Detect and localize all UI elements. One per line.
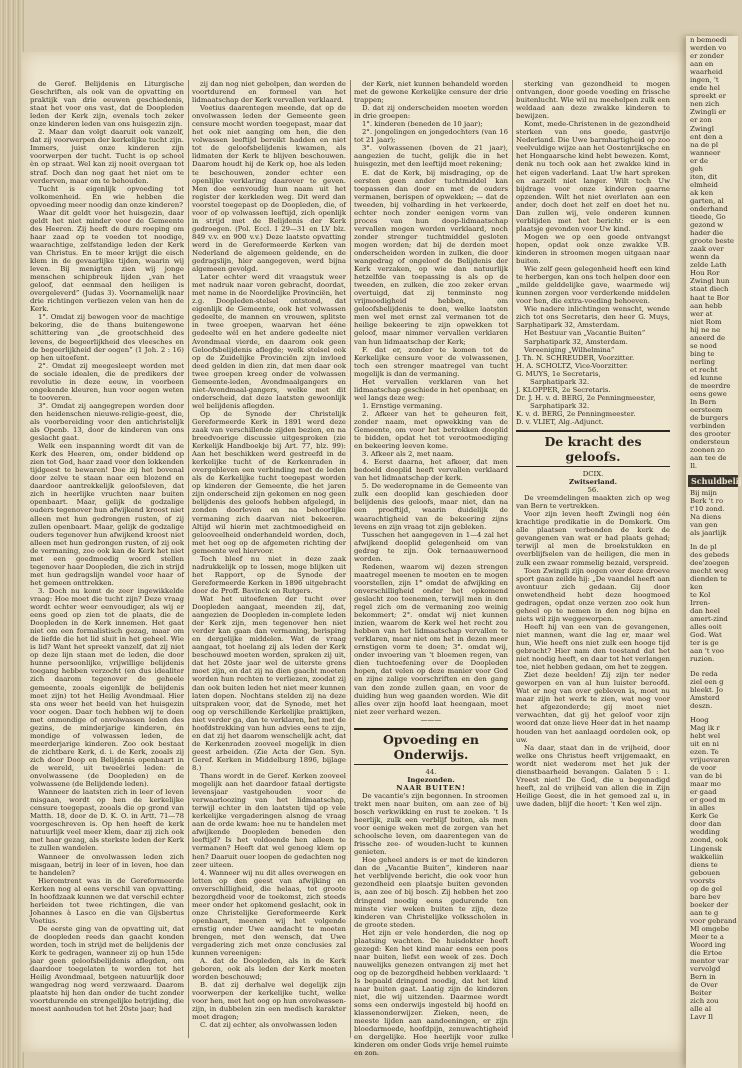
next-page-fragments — [686, 543, 738, 664]
paragraph: 1°. Omdat zij bewogen voor de machtige bekoring, die de thans buitengewone schittering van „de grootschheid des levens, de begeerlijkheid des vleesches en de begeerlijkheid der oogen” (1 Joh. 2 : 16) op hen uitoefent. — [30, 313, 184, 362]
text-fragment: ondersteun — [690, 438, 730, 447]
paragraph: zij dan nog niet gebolpen, dan werden de voortdurend en formeel van het lidmaatschap der Kerk vervallen verklaard. — [192, 80, 346, 105]
column-3-text — [354, 80, 508, 716]
text-fragment: alle al — [690, 1005, 712, 1014]
text-fragment: gezond w — [690, 221, 724, 230]
text-fragment: er zonder — [690, 52, 724, 61]
column-rule — [188, 80, 189, 1038]
paragraph: Voor zijn leven heeft Zwingli nog één krachtige predikatie in de Domkerk. Om alle plaatsen verbonden de kerk de gevangenen van wat er had plaats gehad; terwijl al men de broekstukken en overblijfselen van de heiligen, die men in zulk een zwaar rommelig bezaid, verspreid. — [516, 510, 670, 567]
text-fragment: In Bern — [690, 398, 717, 407]
paragraph: Tucht is eigenlijk opvoeding tot volkomenheid. En wie hebben die opvoeding meer noodig dan onze kinderen? — [30, 184, 184, 209]
article-number: 44. — [425, 767, 437, 776]
paragraph: Welk een inspanning wordt dit van de Kerk des Heeren, om, onder biddend op zien tot God, haar zaad voor den lokkenden tijdgeest te bewaren! Doe zij het bovenal door zelve te staan naar een blozend en daardoor aantrekkelijk geloofsleven, dat zich in heerlijke vruchten naar buiten openbaart. Maar, gelijk de godzalige ouders tegenover hun afwijkend kroost niet alleen met hun gedrongen rusten, of zij zullen openbaart. Maar, gelijk de godzalige ouders tegenover hun afwijkend kroost niet alleen met hun gedrongen rusten, of zij ook de vermaning, zoo ook kan de Kerk het niet met een goedmoedig woord stellen tegenover haar Doopleden, die zich in strijd met hun gedragslijn wandel voor haar of het gemeen onttrekken. — [30, 442, 184, 587]
paragraph: 2. Afkeer van het te geheuren feit, zonder naam, met opwekking van de Gemeente, om voor het betrokken dooplid te bidden, opdat het tot verootmoediging en bekeering leeven kome. — [354, 409, 508, 451]
paragraph: Het Bestuur van „Vacantie Buiten” — [524, 329, 646, 338]
paragraph: Later echter werd dit vraagstuk weer met nadruk naar voren gebracht, doordat, met name in de Noordelijke Provinciën, het z.g. Doopleden-stelsel ontstond, dat eigenlijk de Gemeente, ook het volwassen gedeelte, de mannen en vrouwen, splitste in twee groepen, waarvan het ééne gedeelte wél en het andere gedeelte niet Avondmaal vierde, en daarom ook geen Geloofsbelijdenis aflegde; welk stelsel ook op de Zuidelijke Provinciën zijn invloed deed gelden in dien zin, dat men daar ook twee groepen kreeg onder de volwassen Gemeente-leden, Avondmaalgangers en niet-Avondmaal-gangers, welke met dit onderscheid, dat deze laatsten gewoonlijk wel belijdenis aflegden. — [192, 273, 346, 410]
text-fragment: er de — [690, 156, 709, 165]
text-fragment: In de pl — [690, 542, 717, 551]
paragraph: Thans wordt in de Geref. Kerken zooveel mogelijk aan het daardoor fataal dertigste levensjaar vastgehouden voor de verwaarloozing van het lidmaatschap, terwijl echter in den laatsten tijd op vele kerkelijke vergaderingen alsnog de vraag aan de orde kwam: hoe nu te handelen met afwijkende Doopleden beneden den leeftijd? Is het voldoende hen alleen te vermanen? Heeft dat wel genoeg klem op hen? Daaruit ouer loopen de gedachten nog zeer uiteen. — [192, 772, 346, 869]
column-3 — [354, 80, 508, 1058]
text-fragment: werden vo — [690, 44, 727, 53]
article-subnumber: 56. — [587, 486, 599, 495]
text-fragment: aan tee de — [690, 454, 727, 463]
text-fragment: Zwingl — [690, 124, 714, 133]
text-fragment: ende hel — [690, 84, 720, 93]
text-fragment: haat te Bor — [690, 293, 730, 302]
board-member: Sarphatipark 32. — [530, 377, 590, 386]
column-4 — [516, 80, 670, 1040]
text-fragment: des gebeds — [690, 550, 730, 559]
text-fragment: zaak over — [690, 245, 724, 254]
next-page-fragments — [686, 716, 738, 1022]
text-fragment: garten, al — [690, 196, 724, 205]
text-fragment: iten, dit — [690, 172, 718, 181]
paragraph: A. dat de Doopleden, als in de Kerk geboren, ook als leden der Kerk moeten worden beschouwd; — [192, 957, 346, 982]
text-fragment: zelde Lath — [690, 261, 727, 270]
article-number: DCIX. — [582, 470, 604, 479]
text-fragment: ezen. Te — [690, 747, 719, 756]
paragraph: Redenen, waarom wij dezen strengen maatregel meenen te moeten en te mogen voorstellen, zijn 1° omdat de afwijking en onverschilligheid onder het opkomend geslacht zoo toenemen, terwijl men in den regel zich om de vermaning zoo weinig bekommert; 2°. omdat wij niet kunnen inzien, waarom de Kerk wel het recht zou hebben van het lidmaatschap vervallen te verklaren, maar niet om het in dezen meer ernstigen vorm te doen; 3°. omdat wij, onder invoering van 't bloemen regen, van dien tuchtoefening over de Doopleden hopen, dat velen op deze manier voor God en zijne zalige voorschriften en den gang van den zonde zullen gaan, en voor de duiding hun weg gaanden worden. Wie dit alles over zijn hoofd laat heengaan, moet niet zeer verhard wezen. — [354, 562, 508, 716]
text-fragment: zich zou — [690, 997, 719, 1006]
text-fragment: er zon — [690, 116, 712, 125]
text-fragment: ziel een g — [690, 677, 724, 686]
text-fragment: hader die — [690, 229, 724, 238]
text-fragment: als jaarlijk — [690, 528, 727, 537]
text-fragment: niet Rom — [690, 317, 722, 326]
paragraph: Vereeniging „Wilhelmina” — [524, 345, 615, 354]
text-fragment: na de pl — [690, 140, 719, 149]
text-fragment: waarheid — [690, 68, 723, 77]
paragraph: 1. Ernstige vermaning. — [362, 401, 443, 410]
stacked-page-edges — [0, 0, 24, 1068]
board-member: D. v. VLIET, Alg.-Adjunct. — [516, 417, 604, 426]
paragraph: De vreemdelingen maakten zich op weg van Bern te vertrekken. — [516, 494, 670, 511]
text-fragment: staat diech — [690, 285, 729, 294]
text-fragment: Meer te a — [690, 933, 724, 942]
paragraph: Waar dit geldt voor het huisgezin, daar geldt het niet minder voor de Gemeente des Heeren. Zij heeft de dure roeping om haar zaad op te voeden tot noodige, waarachtige, zelfstandige leden der Kerk van Christus. En te meer krijgt die eisch klem in de gevaarlijke tijden, waarin wij leven. Bij menigten zien wij jonge menschen schipbreuk lijden „van het geloof, dat eenmaal den heiligen is overgeleverd” (Judas 3). Voornamelijk naar drie richtingen verliezen velen van hen de Kerk. — [30, 208, 184, 314]
text-fragment: de burgers — [690, 414, 729, 423]
text-fragment: maar mo — [690, 780, 721, 789]
section-title-kracht: De kracht des geloofs. — [516, 430, 670, 467]
text-fragment: ken — [690, 583, 703, 592]
text-fragment: Bij mijn — [690, 488, 717, 497]
text-fragment: t'10 zond. — [690, 504, 725, 513]
separator: ——— — [420, 715, 442, 724]
text-fragment: Kerk Ge — [690, 812, 719, 821]
text-fragment: er goed m — [690, 796, 726, 805]
paragraph: Hoe geheel anders is er met de kinderen dan de „Vacantie Buiten”, kinderen naar het verblijvende bericht, die ook voor hun gezondheid een plaatsje buiten gevonden is, aan zee of bij bosch. Zij hebben het zoo dringend noodig eens gedurende ten minste vier weken buiten te zijn, deze kinderen van Christelijke volksscholen in de groote steden. — [354, 856, 508, 929]
text-fragment: onderhand — [690, 204, 728, 213]
paragraph: Sarphatipark 32, Amsterdam. — [524, 337, 628, 346]
column-rule — [350, 80, 351, 1038]
text-fragment: nerling — [690, 357, 716, 366]
text-fragment: alles ooit — [690, 623, 722, 632]
paragraph: E. dat de Kerk, bij misdraging, op de eersten geen ander tuchtmiddel kan toepassen dan door en met de ouders vermanen, berispen of opwekken; — dat de tweeden, bij volharding in het verkeerde, echter noch zonder eenigen vorm van proces van hun doop-lidmaatschap vervallen mogen worden verklaard, noch zonder strenger tuchtmiddel gesloten mogen worden; dat bij de derden moet onderscheiden worden in zulken, die door wangedrag of ongeloof de Belijdenis der Kerk verzaken, op wie dan natuurlijk hetzelfde van toepassing is als op de tweeden, en zulken, die zoo zeker ervan overtuigd, dat zij tenminste nog vrijmoedigheid hebben, om geloofsbelijdenis te doen, welke laatsten men wel met ernst zal vermanen tot de heilige bekeering te zijn opwekken tot geloof, maar nimmer vervallen verklaren van hun lidmaatschap der Kerk; — [354, 168, 508, 346]
text-fragment: tieede, Go — [690, 213, 726, 222]
text-fragment: op de gel — [690, 884, 723, 893]
text-fragment: wanneer — [690, 148, 721, 157]
text-fragment: Amsterd — [690, 693, 720, 702]
paragraph: Hieromtrent was in de Gereformeerde Kerken nog al eens verschil van opvatting. In hoofdzaak kunnen we dat verschil echter herleiden tot twee richtingen, die van Johannes à Lasco en die van Gijsbertus Voetius. — [30, 876, 184, 925]
text-fragment: God. Wat — [690, 631, 722, 640]
paragraph: Tusschen het aangegeven in 1—4 zal het afwijkend dooplid gelegenheid om van gedrag te zijn. Ook ternaauwernood worden. — [354, 530, 508, 563]
paragraph: sterking van gezondheid te mogen ontvangen, door goede voeding en frissche buitenlucht. Wie wil nu meehelpen zulk een weldaad aan deze zwakke kinderen te bewijzen. — [516, 80, 670, 121]
paragraph: De vacantie's zijn begonnen. In stroomen trekt men naar buiten, om aan zee of bij bosch verkwikking en rust te zoeken. 't Is heerlijk, zulk een verblijf buiten, als men voor eenige weken met de zorgen van het schoolsche leven, om daarentegen van de frissche zee- of wouden-lucht te kunnen genieten. — [354, 791, 508, 857]
text-fragment: Berk 't ro — [690, 496, 724, 505]
paragraph: Voetius daarentegen meende, dat op de onvolwassen leden der Gemeente geen censure mocht worden toegepast, maar dat het ook niet aanging om hen, die den volwassen leeftijd bereikt hadden en niet tot de geloofsbelijdenis kwamen, als lidmaten der Kerk te blijven beschouwen. Daarom houdt hij de Kerk op, hoe als leden te beschouwen, zonder echter een openlijke verklaring daarover te geven. Men doe eenvoudig hun naam uit het register der kerkleden weg. Dit werd dan voorstel toegepast op de Doopleden, die, of voor of op volwassen leeftijd, zich openlijk in strijd met de Belijdenis der Kerk gedroegen. (Pol. Eccl. I 29—31 en LV blz. 849 v.v. en 900 v.v.) Deze laatste opvatting werd in de Gereformeerde Kerken van Nederland de algemeen geldende, en de gedragslijn, hier aangegeven, werd bijna algemeen gevolgd. — [192, 104, 346, 274]
overlapping-next-page — [686, 36, 742, 1068]
column-2 — [192, 80, 346, 1040]
text-fragment: verbinden — [690, 422, 726, 431]
paragraph: Heeft hij van een van de gevangenen, niet mannen, want die lag er, maar wel hun, Wie heeft ons niet zulk een hooge tijd gebracht? Hier nam den toestand dat het niet noodig heeft, en daar tot het verlangen toe, niet hebben gedaan, om het te zeggen. — [516, 622, 670, 672]
text-fragment: geh — [690, 164, 703, 173]
section-title-opvoeding: Opvoeding en Onderwijs. — [354, 728, 508, 765]
text-fragment: Il. — [690, 462, 698, 471]
paragraph: C. dat zij echter, als onvolwassen leden — [200, 1021, 338, 1030]
text-fragment: aan 't voo — [690, 647, 724, 656]
text-fragment: aan hebb — [690, 301, 723, 310]
paragraph: 4. Eerst daarna, het afkeer, dat men bedoeld dooplid heeft vervallen verklaard van het lidmaatschap der kerk. — [354, 458, 508, 483]
column-4-text — [516, 80, 670, 354]
text-fragment: Mag ik r — [690, 723, 720, 732]
article-body-naar-buiten — [354, 792, 508, 1058]
paragraph: Mogen we op een goede ontvangst hopen, opdat ook onze zwakke V.B. kinderen in stroomen mogen uitgaan naar buiten. — [516, 232, 670, 266]
text-fragment: elmheid — [690, 180, 718, 189]
column-rule — [512, 80, 513, 1038]
text-fragment: de meerdre — [690, 382, 731, 391]
board-member: J. KLOPPER, 2e Secretaris. — [516, 385, 611, 394]
text-fragment: ak ken — [690, 188, 714, 197]
paragraph: F. dat er, zonder te komen tot de Kerkelijke censure voor de volwassenen, toch een strenger maatregel van tucht mogelijk is dan de vermaning. — [354, 345, 508, 378]
text-fragment: Irren- — [690, 599, 711, 608]
text-fragment: die Ertoe — [690, 949, 723, 958]
paragraph: Het vervallen verklaren van het lidmaatschap geschiede in het openbaar, en wel langs deze weg: — [354, 377, 508, 402]
text-fragment: mecht weg — [690, 566, 729, 575]
text-fragment: Lingensk — [690, 844, 722, 853]
text-fragment: voor gebrand — [690, 916, 737, 925]
text-fragment: Zwingl hun — [690, 277, 730, 286]
board-members-list — [516, 354, 670, 426]
paragraph: Komt, mede-Christenen in de gezondheid sterken van ons goede, gastvrije Nederland. Die Uwe barmhartigheid op zoo veelvuldige wijze aan het Oostenrijksche en het Hongaarsche kind hebt bewezen. Komt, denk nu toch ook aan het zwakke kind in het eigen vaderland. Laat Uw hart spreken en aarzelt niet langer. Wilt toch Uw bijdrage voor onze kinderen gaarne opzenden. Wilt het niet overlaten aan een ander, doch doet het zelf en doet het nu. Dan zullen wij, vele onderen kunnen verblijden met het bericht: er is een plaatsje gevonden voor Uw kind. — [516, 120, 670, 233]
paragraph: 5. De wederopname in de Gemeente van zulk een dooplid kan geschieden door belijdenis des geloofs, maar niet, dan na een proeftijd, waarin duidelijk de waarachtigheid van de bekeering zijns levens en zijn vraag tot zijn gebleken. — [354, 482, 508, 531]
text-fragment: se nood — [690, 341, 717, 350]
text-fragment: aan te g — [690, 908, 719, 917]
text-fragment: De reda — [690, 669, 718, 678]
text-fragment: wedding — [690, 828, 720, 837]
article-subtitle: Zwitserland. — [569, 478, 617, 487]
text-fragment: des grooter — [690, 430, 731, 439]
text-fragment: diens te — [690, 860, 718, 869]
text-fragment: ter is ge — [690, 639, 719, 648]
text-fragment: bare bev — [690, 892, 721, 901]
paragraph: 1°. kinderen (beneden de 10 jaar); — [362, 120, 483, 129]
paragraph: Wanneer de onvolwassen leden zich misgaan, betrij in leer of in leven, hoe dan te handelen? — [30, 852, 184, 877]
text-fragment: de Over — [690, 981, 718, 990]
text-fragment: Ml omgebe — [690, 924, 730, 933]
text-fragment: vrijuevaren — [690, 755, 730, 764]
text-fragment: Lavr Il — [690, 1013, 713, 1022]
paragraph: 3°. Omdat zij aangegrepen worden door den heidenschen nieuwe-religie-geest, die, als voorbereiding voor den antichristelijk als Openb. 13, door de kinderen van ons geslacht gaat. — [30, 401, 184, 443]
paragraph: Het zijn er vele honderden, die nog op plaatsing wachten. De huisdokter heeft gezegd: Ken het kind maar eens een poos naar buiten, liefst een week of zes. Doch nauwelijks genezen ontvangen zij met het oog op de bezorgdheid hebben verklaard: 't Is bepaald dringend noodig, dat het kind naar buiten gaat. Laatig zijn de kinderen niet, die wij uitzenden. Daarmee wordt soms een onderwijs ingesteld bij hoofd en klassenonderwijzer. Zieken, neen, de meeste lijden aan aandoeningen, er zijn bloedarmoede, hoofdpijn, zenuwachtigheid en dergelijke. Hoe heerlijk voor zulke kinderen om onder Gods vrije hemel ruimte en zon. — [354, 928, 508, 1058]
text-fragment: de voor — [690, 764, 717, 773]
text-fragment: eersteem — [690, 406, 723, 415]
paragraph: Ziet deze beelden! Zij zijn ter neder geworpen en van al hun luister beroofd. Wat er nog van over gebleven is, moet nu maar zijn het werk te zien, wat nog voor het afgezonderde; gij moet niet verwachten, dat gij het geloof voor zijn woord dat onze lieve Heer dat in het naamp houden van het aanlaagd oordelen ook, op uw. — [516, 671, 670, 744]
text-fragment: et recht — [690, 365, 718, 374]
text-fragment: bleekt. Jo — [690, 685, 724, 694]
text-fragment: dan heel — [690, 607, 720, 616]
newspaper-page — [22, 52, 686, 1058]
text-fragment: Hou Ror — [690, 269, 720, 278]
text-fragment: van de bi — [690, 772, 722, 781]
board-member: Dr. J. H. v. d. BERG, 2e Penningmeester, — [516, 393, 656, 402]
article-label: Ingezonden. — [407, 775, 455, 784]
text-fragment: er gaad — [690, 788, 717, 797]
text-fragment: ingen, 't — [690, 76, 719, 85]
paragraph: Wie zelf geen gelegenheid heeft een kind te herbergen, kan ons toch helpen door een „milde gelddelijke gave, waarmede wij kunnen zorgen voor verderkende middelen voor hen, die extra-voeding behoeven. — [516, 265, 670, 306]
next-page-fragments — [686, 670, 738, 710]
text-fragment: Hoog — [690, 715, 709, 724]
text-fragment: in alles — [690, 804, 715, 813]
text-fragment: Zwingli er — [690, 108, 726, 117]
paragraph: B. dat zij derhalve wel degelijk zijn voorwerpen der kerkelijke tucht, welke voor hen, met het oog op hun onvolwassen-zijn, in dubbelen zin een medisch karakter moet dragen; — [192, 981, 346, 1022]
text-fragment: zoond, ook — [690, 836, 728, 845]
article-body-kracht — [516, 494, 670, 808]
paragraph: Toen Zwingli zijn oogen over deze droeve sport gaan zeilde hij: „De vaandel heeft aan avontuur zich gedaan. Gij door onwetendheid hebt deze hoogmoed gedragen, opdat onze verzen zoo ook hun geheel op te nemen in den nog bijna en niets wil zijn weggeworpen. — [516, 566, 670, 623]
text-fragment: boeker der — [690, 900, 729, 909]
text-fragment: ent den a — [690, 132, 723, 141]
paragraph: Wie nadere inlichtingen wenscht, wende zich tot ons Secretaris, den heer G. Muys, Sarphatipark 32, Amsterdam. — [516, 305, 670, 330]
text-fragment: van gen — [690, 520, 718, 529]
paragraph: Na daar, staat dan in de vrijheid, door welke ons Christus heeft vrijgemaakt, en wordt niet wederom met het juk der dienstbaarheid bevangen. Galaten 5 : 1. Vreest niet! De God, die u begenadigd heeft, zal de vrijheid van allen die in Zijn Heilige Geest, die in het gemoed zal u, in uwe daden, blijf die hoort: 't Ken wel zijn. — [516, 743, 670, 808]
text-fragment: n bemoedi — [690, 36, 727, 44]
text-fragment: uit en ni — [690, 739, 719, 748]
text-fragment: zoonen zo — [690, 446, 725, 455]
text-fragment: hebt wel — [690, 731, 721, 740]
paragraph: 3°. volwassenen (boven de 21 jaar), aangezien de tucht, gelijk die in het huisgezin, met den leeftijd moet rekening; — [354, 144, 508, 169]
board-member: K. v. d. BERG, 2e Penningmeester. — [516, 409, 636, 418]
text-fragment: dienden te — [690, 575, 728, 583]
text-fragment: amert-zind — [690, 615, 728, 624]
text-fragment: ruzion. — [690, 655, 715, 664]
text-fragment: mentor var — [690, 957, 729, 966]
text-fragment: vervolgd — [690, 965, 721, 974]
paragraph: 3. Afkeer als 2, met naam. — [362, 450, 454, 459]
paragraph: 2°. Omdat zij meegesleept worden met de sociale idealen, die de predikers der revolutie in deze eeuw, in voorbeen ongekende kleuren, hun voor oogen weten te tooveren. — [30, 361, 184, 402]
text-fragment: groote beste — [690, 237, 734, 246]
text-fragment: Woord ing — [690, 941, 726, 950]
next-page-fragments — [686, 489, 738, 537]
text-fragment: aan en — [690, 60, 714, 69]
paragraph: 4. Wanneer wij nu dit alles overwegen en letten op den geest van afwijking en onverschilligheid, die helaas, tot groote bezorgdheid voor de toekomst, zich steeds meer onder het opkomend geslacht, ook in onze Christelijke Gereformeerde Kerk openbaart, meenen wij het volgende ernstig onder Uwe aandacht te moeten brengen, met den wensch, dat Uwe vergadering zich met onze conclusies zal kunnen vereenigen: — [192, 868, 346, 958]
text-fragment: Beiter — [690, 989, 712, 998]
text-fragment: wakkeliin — [690, 852, 724, 861]
next-page-heading: Schuldbelij — [688, 475, 738, 487]
text-fragment: gebouen — [690, 868, 721, 877]
board-member: G. MUYS, 1e Secretaris, — [516, 369, 601, 378]
paragraph: 2°. jongelingen en jongedochters (van 16 tot 21 jaar); — [354, 128, 508, 145]
text-fragment: Bern in — [690, 973, 716, 982]
board-member: H. A. SCHOLTZ, Vice-Voorzitter. — [516, 361, 628, 370]
text-fragment: ed kunne — [690, 373, 723, 382]
text-fragment: door dan — [690, 820, 722, 829]
text-fragment: voorsts — [690, 876, 716, 885]
paragraph: 2. Maar dan volgt daaruit ook vanzelf, dat zij voorwerpen der kerkelijke tucht zijn. Immers, juist onze kinderen zijn voorwerpen der tucht. Tucht is op school èn op straat. Wel kan zij nooit overgaan tot straf. Doch dan nog gaat het niet om te verderven, maar om te behouden. — [30, 128, 184, 185]
paragraph: De eerste ging van de opvatting uit, dat de doopleden reeds dan gaacht konden worden, toch in strijd met de belijdenis der Kerk te gedragen, wanneer zij op hun 15de jaar geen geloofsbelijdenis aflegden, om daardoor toegelaten te worden tot het Heilig Avondmaal, betgeen natuurlijk door wangedrag nog werd verzwaard. Daarom plaatste hij hen dan onder de tucht zonder voortdurende en strengelijke betrijding, die moest aanhouden tot het 20ste jaar; had — [30, 924, 184, 1014]
paragraph: Wat het uitoefenen der tucht over Doopleden aangaat, meenden zij, dat, aangezien de Doopleden in-complete leden der Kerk zijn, men tegenover hen niet verder kan gaan dan vermaning, berisping en dergelijke middelen. Wat de vraag aangaat, tot hoelang zij als leden der Kerk beschouwd moeten worden, spraken zij uit, dat het 20ste jaar wel de uiterste grens moet zijn, en dat zij na dien gaacht moeten worden hun rechten te verliezen, zoodat zij dan ook buiten leden het niet meer kunnen laten dopen. Nochtans stelden zij na deze uitspraken voor, dat de Synode, met het oog op verschillende Kerkelijke praktijken, niet verder ga, dan te verklaren, het met de hoofdstrekking van hun advies eens te zijn, en dat zij het daarom wenschelijk acht, dat de Kerkenraden zooveel mogelijk in dien geest arbeiden. (Zie Acta der Gen. Syn. Geref. Kerken in Middelburg 1896, bijlage 8.) — [192, 595, 346, 772]
article-heading: NAAR BUITEN! — [396, 783, 466, 792]
text-fragment: nen zich — [690, 100, 720, 109]
text-fragment: wer at — [690, 309, 713, 318]
text-fragment: wenn da — [690, 253, 720, 262]
text-fragment: aneerd de — [690, 333, 726, 342]
text-fragment: Na diens — [690, 512, 721, 521]
paragraph: Wanneer de laatsten zich in leer of leven misgaan, wordt op hen de kerkelijke censure toegepast, zooals die op grond van Matth. 18, door de D. K. O. in Artt. 71—78 voorgeschreven is. Op hen heeft de kerk natuurlijk veel meer klem, daar zij zich ook met haar gezag, als sterkste leden der Kerk te zullen wandelen. — [30, 788, 184, 853]
paragraph: Toch bleef nu niet in deze zaak nadrukkelijk op te lossen, moge blijken uit het Rapport, op de Synode der Gereformeerde Kerken in 1896 uitgebracht door de Proff. Bavinck en Rutgers. — [192, 554, 346, 595]
board-member: Sarphatipark 32. — [530, 401, 590, 410]
text-fragment: bing te — [690, 349, 715, 358]
board-member: J. Th. N. SCHREUDER, Voorzitter. — [516, 353, 635, 362]
text-fragment: spreekt er — [690, 92, 726, 101]
paragraph: de Geref. Belijdenis en Liturgische Geschriften, als ook van de opvatting en praktijk van drie eeuwen geschiedenis, staat het voor ons vast, dat de Doopleden leden der Kerk zijn, evenals toch zeker onze kinderen leden van ons huisgezin zijn. — [30, 80, 184, 129]
paragraph: der Kerk, niet kunnen behandeld worden met de gewone Kerkelijke censure der drie trappen; — [354, 80, 508, 105]
next-page-fragments — [686, 36, 738, 471]
paragraph: Op de Synode der Christelijk Gereformeerde Kerk in 1891 werd deze zaak van verschillende zijden bezien, en na breedvoerige discussie uitgesproken (zie Kerkelijk Handboekje bij Art. 77, blz. 99): Aan het beschikken werd gestreefd in de kerkelijke tucht of de Kerkenraden in overgebleven een verbinding met de leden als de Kerkelijke tucht toegepast worden op kinderen der Gemeente, die het jaren zijn onderscheid zijn gekomen en nog geen belijdenis des geloofs hebben afgelegd, in zonden doorleven en na behoorlijke vermaning zich daarvan niet bekeeren. Altijd wil hierin met zachtmoedigheid en gelooveelheid onderhandeld worden, doch, met het oog op de afgemeten richting der gemeente wel hiervoor. — [192, 409, 346, 555]
text-fragment: deszn. — [690, 701, 713, 710]
text-fragment: eens gewe — [690, 390, 727, 399]
column-1 — [30, 80, 184, 1040]
paragraph: 3. Doch nu komt de zeer ingewikkelde vraag: Hoe moet die tucht zijn? Deze vraag wordt echter weer eenvoudiger, als wij er eens goed op zien tot de plaats, die de Doopleden in de Kerk innemen. Het gaat niet om een formalistisch gezag, maar om de liefde die het lid sluit in het geheel. Wie is lid? Want het spreekt vanzelf, dat zij niet op deze lijn staan met de leden, die door hunne persoonlijke, vrijwillige belijdenis toegang hebben verzocht (en dus idealiter zich daarom tegenover de geheele gemeente, zooals eigenlijk de belijdenis moet zijn) tot het Heilig Avondmaal. Hier sta ons weer het beeld van het huisgezin voor oogen. Daar toch hebben wij te doen met onmondige of onvolwassen leden des gezins, de minderjarige kinderen, én mondige of volwassen leden, de meerderjarige kinderen. Zoo ook bestaat de zichtbare Kerk, d. i. de Kerk, zooals zij zich door Doop en Belijdenis openbaart in de wereld, uit tweeërlei leden: de onvolwassene (de Doopleden) en de volwassene (de Belijdende leden). — [30, 586, 184, 789]
paragraph: D. dat zij onderscheiden moeten worden in drie groepen: — [354, 104, 508, 121]
text-fragment: te Kol — [690, 591, 711, 600]
text-fragment: dee'zoegen — [690, 558, 730, 567]
text-fragment: hij ne ne — [690, 325, 721, 334]
